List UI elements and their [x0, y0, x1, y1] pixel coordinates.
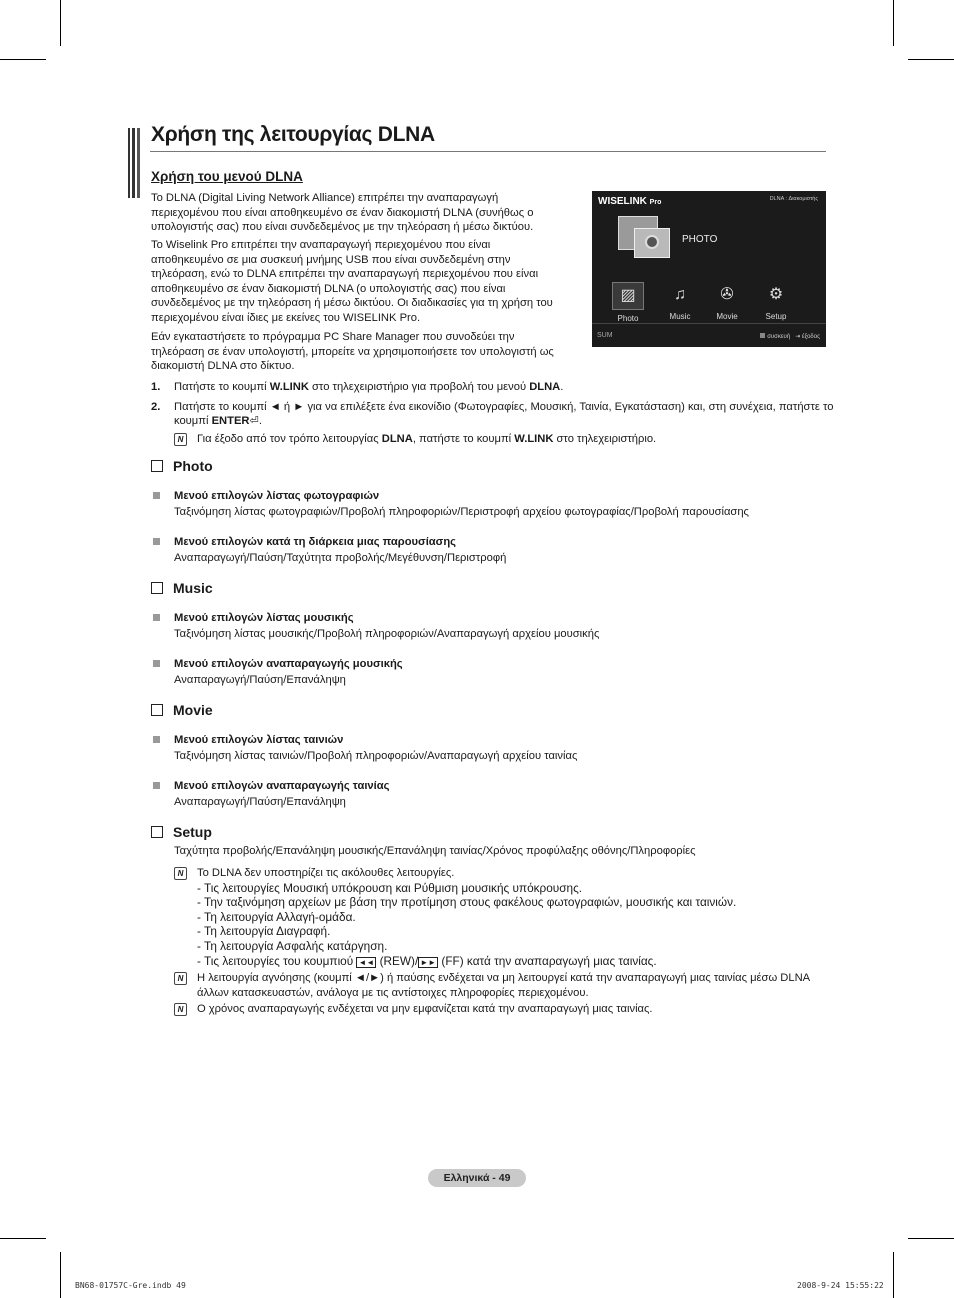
crop-mark	[60, 1252, 61, 1298]
section-subtitle: Χρήση του μενού DLNA	[151, 169, 303, 184]
movie-category[interactable]: ✇ Movie	[705, 282, 749, 321]
exit-icon: ⇥	[795, 334, 801, 340]
intro-paragraph: Το DLNA (Digital Living Network Alliance) επιτρέπει την αναπαραγωγή περιεχομένου που είναι αποθηκευμένο σε έναν διακομιστή DLNA (συνήθως ο υπολογιστής σας) που είναι συνδεδεμένος με την τηλεόραση ή μέσω δικτύου.	[151, 192, 534, 234]
device-label: DLNA : Διακομιστής	[769, 196, 818, 202]
note-icon: N	[174, 972, 187, 985]
title-divider	[150, 151, 826, 152]
rewind-icon: ◄◄	[358, 957, 375, 967]
checkbox-icon	[151, 826, 163, 838]
setup-category[interactable]: ⚙ Setup	[754, 282, 798, 321]
photo-thumbnail-icon	[618, 216, 672, 258]
imprint-file: BN68-01757C-Gre.indb 49	[75, 1281, 186, 1290]
music-note-icon: ♫	[674, 286, 686, 303]
section-setup: Setup	[151, 824, 212, 840]
screen-footer: συσκευή ⇥ έξοδος	[760, 333, 820, 340]
note-icon: N	[174, 1003, 187, 1016]
note-icon: N	[174, 433, 187, 446]
crop-mark	[893, 0, 894, 46]
fast-forward-icon: ►►	[420, 957, 437, 967]
section-movie: Movie	[151, 702, 213, 718]
section-photo: Photo	[151, 458, 213, 474]
setup-description: Ταχύτητα προβολής/Επανάληψη μουσικής/Επανάληψη ταινίας/Χρόνος προφύλαξης οθόνης/Πληροφορίες	[174, 845, 696, 857]
checkbox-icon	[151, 704, 163, 716]
wiselink-screen	[592, 191, 826, 347]
unsupported-list: Το DLNA δεν υποστηρίζει τις ακόλουθες λειτουργίες. - Τις λειτουργίες Μουσική υπόκρουση και Ρύθμιση μουσικής υπόκρουσης. - Την ταξινόμηση αρχείων με βάση την προτίμηση στους φακέλους φωτογραφιών, μουσικής και ταινιών. - Τη λειτουργία Αλλαγή-ομάδα. - Τη λειτουργία Διαγραφή. - Τη λειτουργία Ασφαλής κατάργηση. - Τις λειτουργίες του κουμπιού ◄◄ (REW)/ ►► (FF) κατά την αναπαραγωγή μιας ταινίας.	[197, 867, 737, 968]
red-button-icon	[760, 333, 765, 338]
category-bar	[606, 282, 816, 322]
sum-label: SUM	[597, 332, 613, 339]
imprint-date: 2008-9-24 15:55:22	[797, 1281, 884, 1290]
title-decoration	[128, 128, 140, 198]
enter-icon: ⏎	[249, 415, 259, 427]
crop-mark	[908, 1238, 954, 1239]
crop-mark	[60, 0, 61, 46]
intro-paragraph: Το Wiselink Pro επιτρέπει την αναπαραγωγή περιεχομένου που είναι αποθηκευμένο σε μια συσκευή μνήμης USB που είναι συνδεδεμένη στην τηλεόραση, ενώ το DLNA επιτρέπει την αναπαραγωγή περιεχομένου που είναι αποθηκευμένο σε έναν διακομιστή DLNA (ο υπολογιστής σας) που είναι συνδεδεμένος με την τηλεόραση ή μέσω δικτύου. Οι διαδικασίες για τη χρήση του περιεχομένου είναι ίδιες με εκείνες του WISELINK Pro.	[151, 239, 553, 324]
crop-mark	[908, 59, 954, 60]
note-icon: N	[174, 867, 187, 880]
checkbox-icon	[151, 582, 163, 594]
gear-icon: ⚙	[768, 286, 784, 303]
crop-mark	[0, 59, 46, 60]
photo-category[interactable]: ▨ Photo	[606, 282, 650, 323]
page-title: Χρήση της λειτουργίας DLNA	[151, 123, 435, 146]
intro-paragraph: Εάν εγκαταστήσετε το πρόγραμμα PC Share Manager που συνοδεύει την τηλεόραση σε έναν υπολογιστή, μπορείτε να χρησιμοποιήσετε τον υπολογιστή ως διακομιστή DLNA στο δίκτυο.	[151, 331, 554, 373]
music-category[interactable]: ♫ Music	[658, 282, 702, 321]
photo-icon: ▨	[612, 282, 644, 310]
section-music: Music	[151, 580, 213, 596]
checkbox-icon	[151, 460, 163, 472]
crop-mark	[0, 1238, 46, 1239]
film-reel-icon: ✇	[720, 286, 734, 303]
crop-mark	[893, 1252, 894, 1298]
page-number: Ελληνικά - 49	[428, 1169, 526, 1187]
wiselink-logo: WISELINK Pro	[598, 196, 662, 207]
current-category-label: PHOTO	[682, 234, 718, 245]
